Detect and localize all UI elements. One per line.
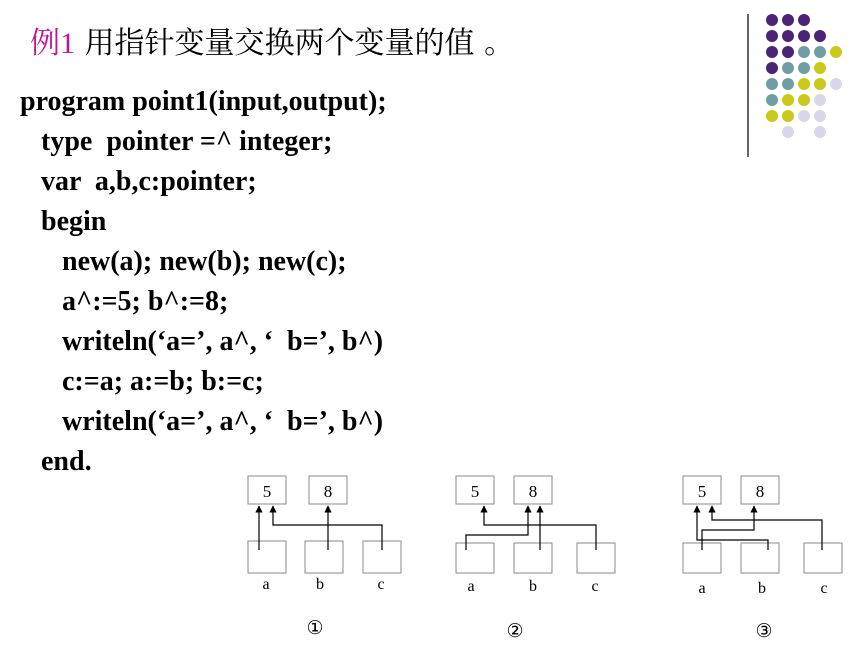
title-text: 用指针变量交换两个变量的值 。 bbox=[84, 26, 515, 61]
var-label: c bbox=[377, 576, 385, 593]
var-label: c bbox=[591, 578, 599, 595]
code-line: new(a); new(b); new(c); bbox=[20, 246, 347, 277]
value-label: 8 bbox=[755, 482, 765, 501]
example-label: 例1 bbox=[30, 27, 75, 60]
pointer-box-b bbox=[305, 541, 343, 573]
var-label: a bbox=[262, 576, 270, 593]
pointer-box-b bbox=[741, 543, 779, 573]
value-label: 5 bbox=[697, 482, 707, 501]
var-label: c bbox=[820, 580, 828, 597]
code-line: program point1(input,output); bbox=[20, 86, 387, 117]
value-label: 5 bbox=[262, 482, 272, 501]
var-label: b bbox=[758, 580, 766, 597]
code-line: var a,b,c:pointer; bbox=[20, 166, 257, 197]
code-line: begin bbox=[20, 206, 107, 237]
value-label: 8 bbox=[323, 482, 333, 501]
pointer-box-b bbox=[514, 543, 552, 573]
pointer-box-c bbox=[804, 543, 842, 573]
code-line: type pointer =^ integer; bbox=[20, 126, 333, 157]
diagram-step-3 bbox=[683, 476, 842, 642]
code-line: a^:=5; b^:=8; bbox=[20, 286, 229, 317]
value-label: 5 bbox=[470, 482, 480, 501]
pointer-box-a bbox=[456, 543, 494, 573]
step-label: ② bbox=[506, 620, 524, 642]
value-label: 8 bbox=[528, 482, 538, 501]
code-line: writeln(‘a=’, a^, ‘ b=’, b^) bbox=[20, 326, 384, 357]
var-label: a bbox=[698, 580, 706, 597]
step-label: ③ bbox=[755, 620, 773, 642]
var-label: b bbox=[316, 576, 324, 593]
diagram-step-1 bbox=[248, 476, 401, 639]
diagram-step-2 bbox=[456, 476, 615, 642]
pointer-box-a bbox=[248, 541, 286, 573]
code-line: writeln(‘a=’, a^, ‘ b=’, b^) bbox=[20, 406, 384, 437]
code-line: end. bbox=[20, 446, 92, 477]
var-label: b bbox=[529, 578, 537, 595]
step-label: ① bbox=[306, 617, 324, 639]
code-line: c:=a; a:=b; b:=c; bbox=[20, 366, 264, 397]
var-label: a bbox=[467, 578, 475, 595]
